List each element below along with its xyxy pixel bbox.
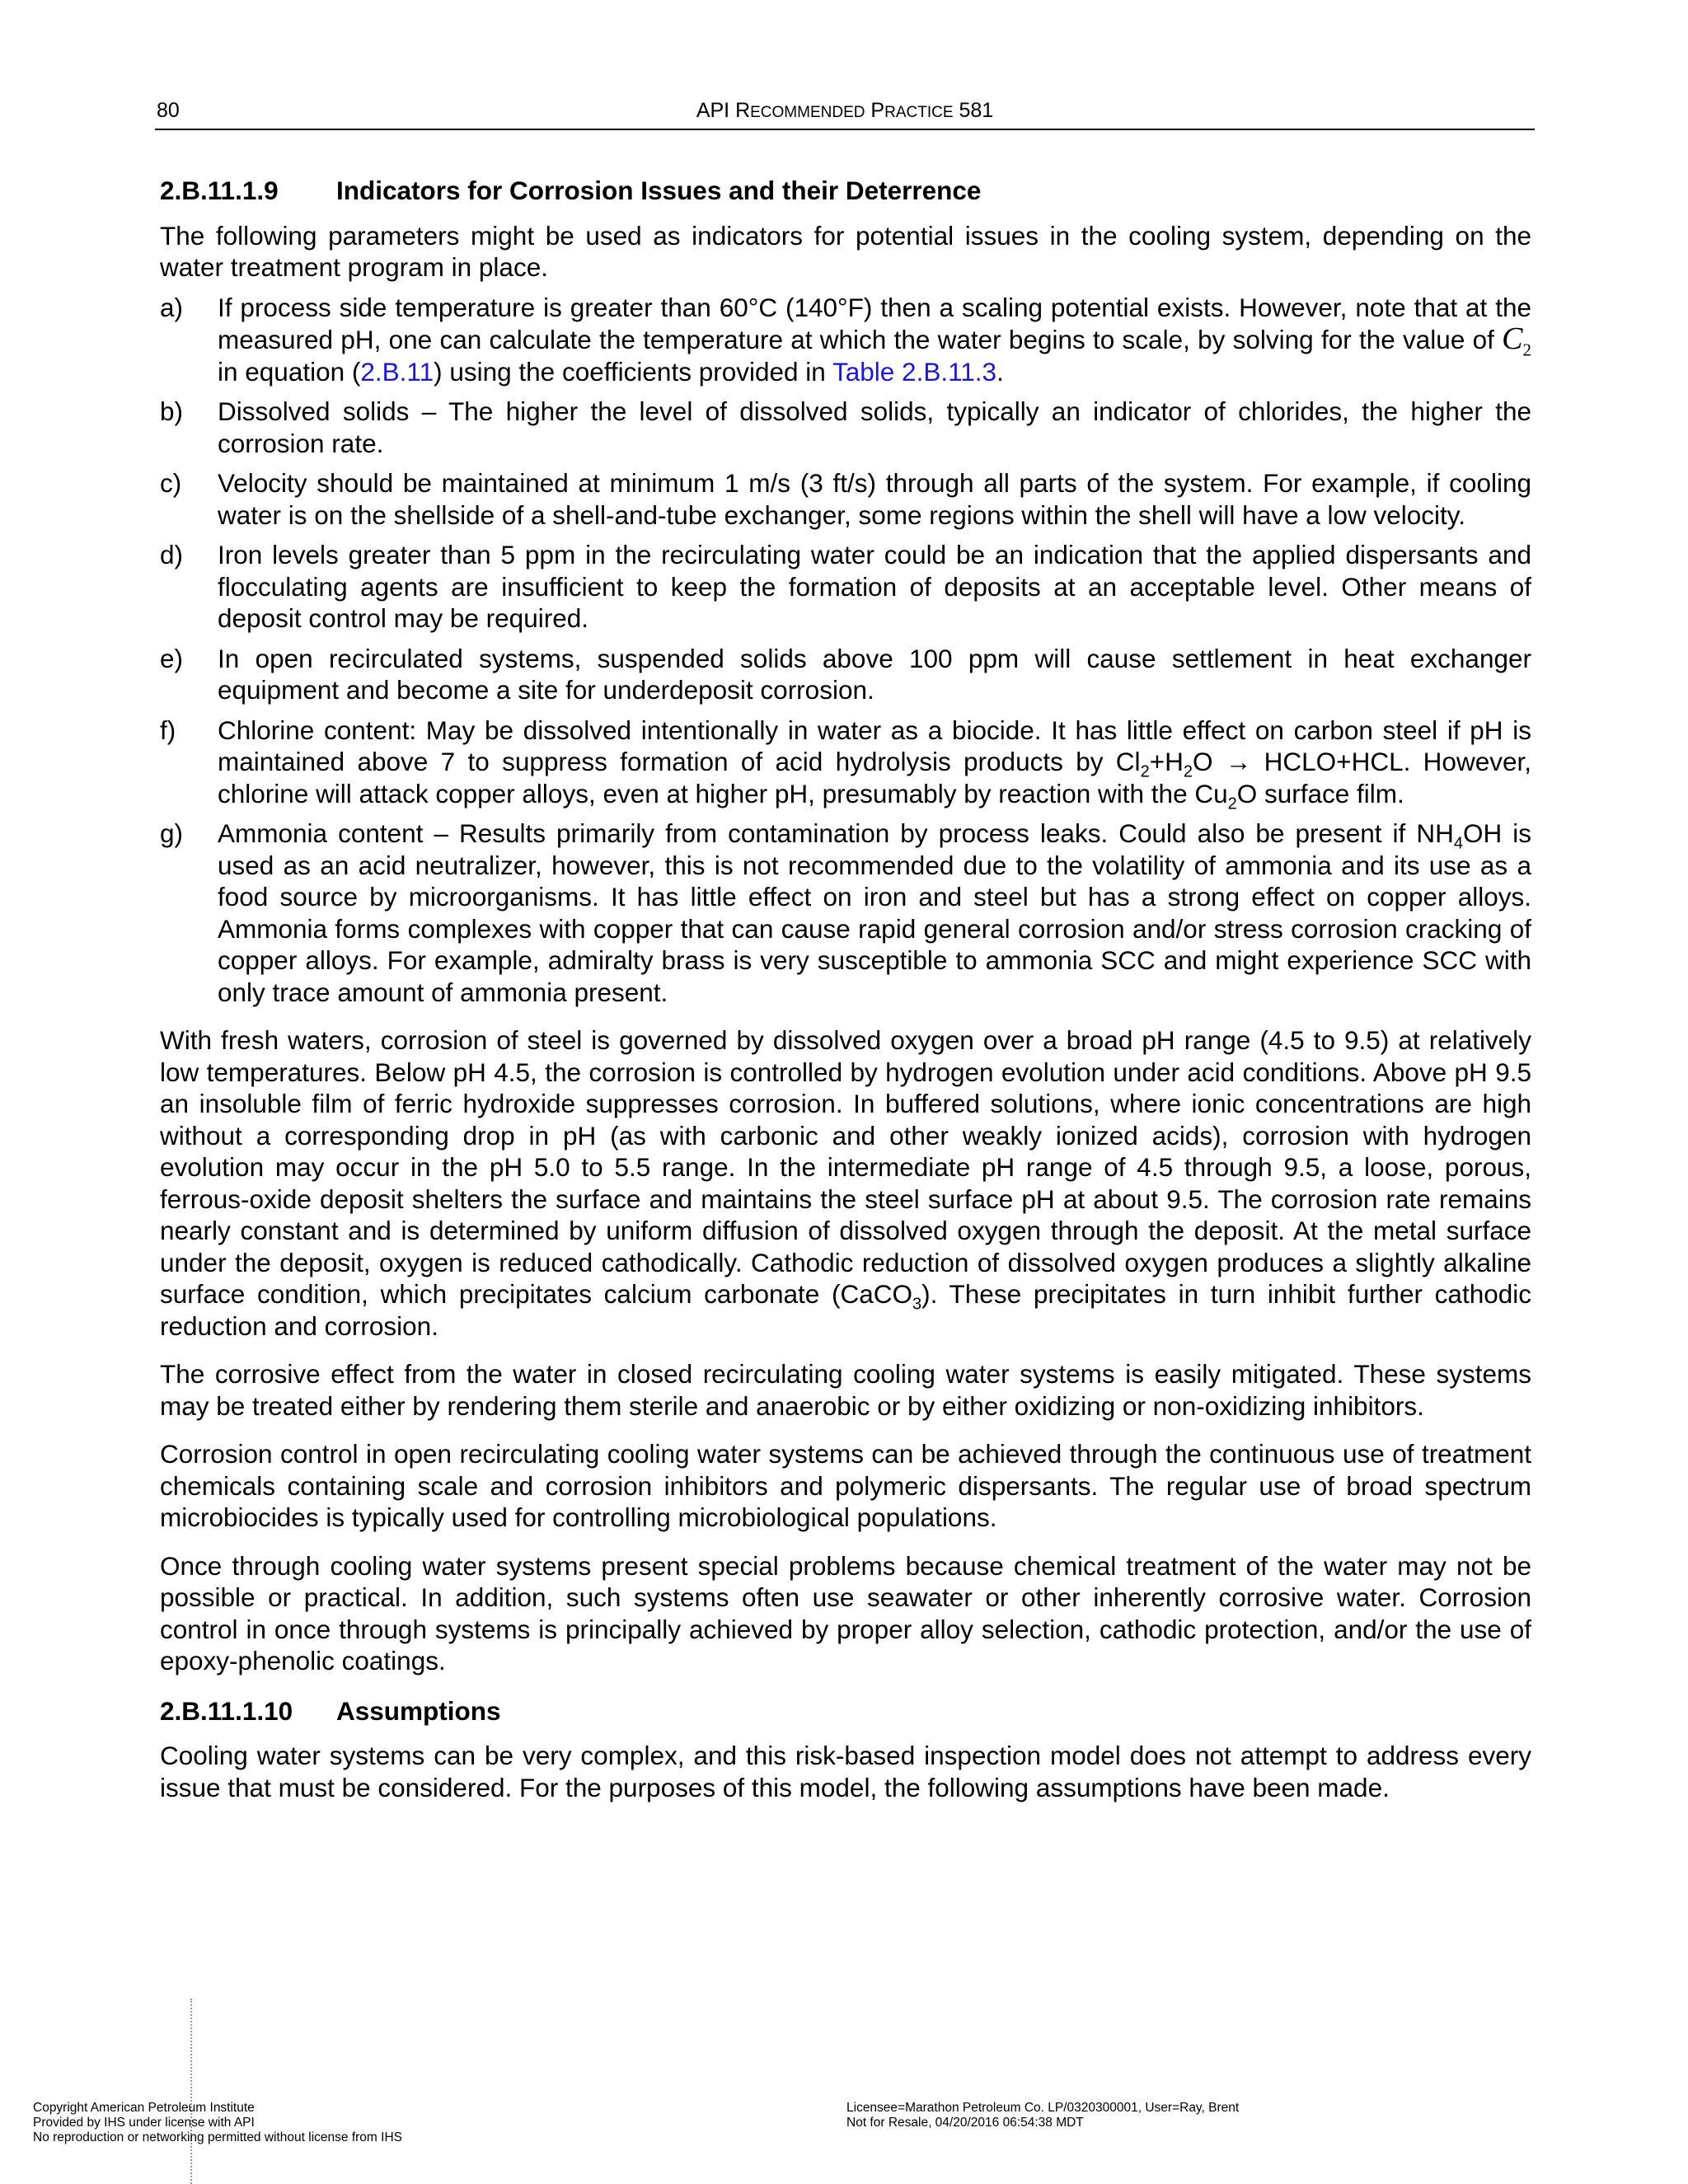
list-label: b) [160, 396, 184, 426]
list-item-d [160, 539, 1531, 635]
list-item-c [160, 467, 1531, 531]
section-title: Indicators for Corrosion Issues and their Deterrence [336, 176, 982, 205]
intro-paragraph: The following parameters might be used as indicators for potential issues in the cooling system, depending on the water treatment program in place. [160, 220, 1531, 282]
fresh-waters-paragraph: With fresh waters, corrosion of steel is governed by dissolved oxygen over a broad pH range (4.5 to 9.5) at relatively low temperatures. Below pH 4.5, the corrosion is controlled by hydrogen evolution under acid conditions. Above pH 9.5 an insoluble film of ferric hydroxide suppresses corrosion. In buffered solutions, where ionic concentrations are high without a corresponding drop in pH (as with carbonic and other weakly ionized acids), corrosion with hydrogen evolution may occur in the pH 5.0 to 5.5 range. In the intermediate pH range of 4.5 through 9.5, a loose, porous, ferrous-oxide deposit shelters the surface and maintains the steel surface pH at about 9.5. The corrosion rate remains nearly constant and is determined by uniform diffusion of dissolved oxygen through the deposit. At the metal surface under the deposit, oxygen is reduced cathodically. Cathodic reduction of dissolved oxygen produces a slightly alkaline surface condition, which precipitates calcium carbonate (CaCO$_3$). These precipitates in turn inhibit further cathodic reduction and corrosion. [160, 1025, 1532, 1341]
open-systems-paragraph: Corrosion control in open recirculating cooling water systems can be achieved through the continuous use of treatment chemicals containing scale and corrosion inhibitors and polymeric dispersants. The regular use of broad spectrum microbiocides is typically used for controlling microbiological populations. [160, 1439, 1531, 1532]
list-label: f) [160, 715, 176, 745]
section-title: Assumptions [336, 1695, 501, 1726]
list-item-b [160, 396, 1531, 459]
list-text: Iron levels greater than 5 ppm in the recirculating water could be an indication that the applied dispersants and flocculating agents are insufficient to keep the formation of deposits at an acceptable level. Other means of deposit control may be required. [218, 540, 1531, 633]
list-text: Chlorine content: May be dissolved intentionally in water as a biocide. It has little effect on carbon steel if pH is maintained above 7 to suppress formation of acid hydrolysis products by $Cl_2+H_2O$ → HCLO+HCL. However, chlorine will attack copper alloys, even at higher pH, presumably by reaction with the $Cu_2O$ surface film. [218, 715, 1531, 813]
equation-link[interactable]: 2.B.11 [360, 356, 434, 387]
header-title: API RECOMMENDED PRACTICE 581 [696, 99, 994, 122]
section-number: 2.B.11.1.9 [160, 176, 279, 205]
closed-systems-paragraph: The corrosive effect from the water in closed recirculating cooling water systems is easily mitigated. These systems may be treated either by rendering them sterile and anaerobic or by either oxidizing or non-oxidizing inhibitors. [160, 1359, 1531, 1421]
list-text: Dissolved solids – The higher the level of dissolved solids, typically an indicator of chlorides, the higher the corrosion rate. [218, 396, 1531, 458]
assumptions-paragraph: Cooling water systems can be very complex, and this risk-based inspection model does not attempt to address every issue that must be considered. For the purposes of this model, the following assumptions have been made. [160, 1741, 1531, 1802]
math-c2: $C_2$ [1502, 321, 1531, 360]
list-text: In open recirculated systems, suspended solids above 100 ppm will cause settlement in heat exchanger equipment and become a site for underdeposit corrosion. [218, 643, 1531, 705]
list-label: g) [160, 818, 184, 848]
page-header [155, 97, 1535, 130]
list-label: c) [160, 468, 182, 498]
dotted-margin-line [190, 1999, 192, 2184]
list-item-f [160, 715, 1531, 813]
list-text: Velocity should be maintained at minimum 1 m/s (3 ft/s) through all parts of the system. For example, if cooling water is on the shellside of a shell-and-tube exchanger, some regions within the shell will have a low velocity. [218, 468, 1531, 530]
document-body [160, 175, 1531, 1820]
table-link[interactable]: Table 2.B.11.3 [832, 356, 997, 387]
once-through-paragraph: Once through cooling water systems present special problems because chemical treatment of the water may not be possible or practical. In addition, such systems often use seawater or other inherently corrosive water. Corrosion control in once through systems is principally achieved by proper alloy selection, cathodic protection, and/or the use of epoxy-phenolic coatings. [160, 1550, 1531, 1675]
section-heading-indicators [160, 175, 1531, 207]
list-text: If process side temperature is greater than 60°C (140°F) then a scaling potential exists. However, note that at the measured pH, one can calculate the temperature at which the water begins to scale, by solving for the value of $C_2$ in equation (2.B.11) using the coefficients provided in Table 2.B.11.3. [218, 292, 1531, 387]
list-label: a) [160, 292, 184, 322]
list-item-a [160, 292, 1531, 388]
page-number: 80 [157, 99, 180, 122]
section-number: 2.B.11.1.10 [160, 1695, 293, 1726]
list-item-e [160, 643, 1531, 706]
list-text: Ammonia content – Results primarily from contamination by process leaks. Could also be present if $NH_4OH$ is used as an acid neutralizer, however, this is not recommended due to the volatility of ammonia and its use as a food source by microorganisms. It has little effect on iron and steel but has a strong effect on copper alloys. Ammonia forms complexes with copper that can cause rapid general corrosion and/or stress corrosion cracking of copper alloys. For example, admiralty brass is very susceptible to ammonia SCC and might experience SCC with only trace amount of ammonia present. [218, 818, 1531, 1007]
section-heading-assumptions [160, 1695, 1531, 1727]
footer-license: Licensee=Marathon Petroleum Co. LP/0320300001, User=Ray, Brent Not for Resale, 04/20/2016 06:54:38 MDT [846, 2101, 1240, 2130]
list-item-g [160, 818, 1531, 1008]
list-label: d) [160, 540, 184, 569]
footer-copyright: Copyright American Petroleum Institute Provided by IHS under license with API No reproduction or networking permitted without license from IHS [33, 2101, 402, 2144]
list-label: e) [160, 643, 184, 673]
